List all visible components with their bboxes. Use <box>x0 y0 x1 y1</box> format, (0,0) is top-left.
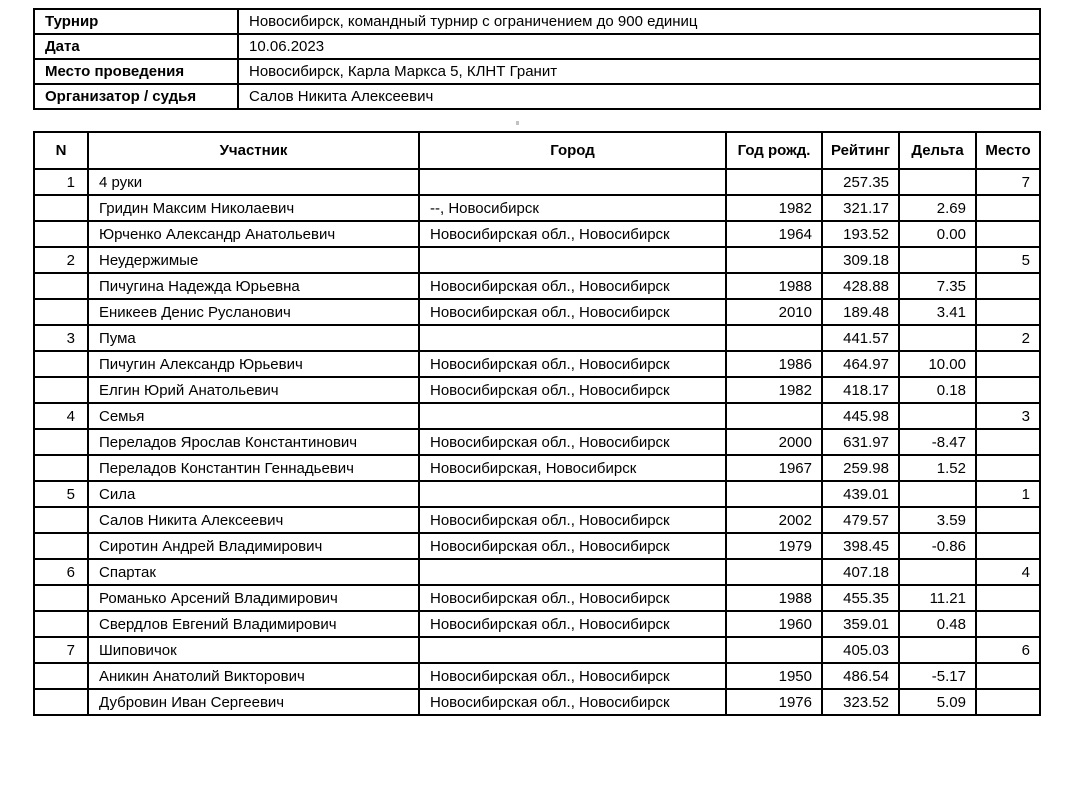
cell-delta <box>899 481 976 507</box>
cell-city: Новосибирская обл., Новосибирск <box>419 377 726 403</box>
cell-n <box>34 221 88 247</box>
cell-rating: 405.03 <box>822 637 899 663</box>
cell-delta <box>899 169 976 195</box>
cell-participant: Елгин Юрий Анатольевич <box>88 377 419 403</box>
cell-rating: 321.17 <box>822 195 899 221</box>
player-row <box>34 299 1040 325</box>
cell-rating: 464.97 <box>822 351 899 377</box>
cell-participant: Пума <box>88 325 419 351</box>
column-header-participant: Участник <box>88 132 419 169</box>
cell-n <box>34 507 88 533</box>
tournament-info-body <box>34 9 1040 109</box>
cell-delta: 11.21 <box>899 585 976 611</box>
cell-place: 1 <box>976 481 1040 507</box>
cell-place <box>976 533 1040 559</box>
cell-place <box>976 351 1040 377</box>
header-row <box>34 132 1040 169</box>
cell-delta: 0.48 <box>899 611 976 637</box>
info-value: Салов Никита Алексеевич <box>238 84 1040 109</box>
cell-city: Новосибирская, Новосибирск <box>419 455 726 481</box>
cell-city <box>419 637 726 663</box>
cell-rating: 259.98 <box>822 455 899 481</box>
cell-birth-year: 1986 <box>726 351 822 377</box>
team-row <box>34 403 1040 429</box>
cell-participant: Дубровин Иван Сергеевич <box>88 689 419 715</box>
results-table-head <box>34 132 1040 169</box>
cell-city: Новосибирская обл., Новосибирск <box>419 221 726 247</box>
info-label: Место проведения <box>34 59 238 84</box>
cell-birth-year: 1960 <box>726 611 822 637</box>
player-row <box>34 377 1040 403</box>
cell-n: 5 <box>34 481 88 507</box>
cell-birth-year <box>726 247 822 273</box>
cell-n: 6 <box>34 559 88 585</box>
cell-birth-year <box>726 403 822 429</box>
cell-birth-year: 1988 <box>726 585 822 611</box>
cell-participant: 4 руки <box>88 169 419 195</box>
cell-city: Новосибирская обл., Новосибирск <box>419 533 726 559</box>
cell-n: 2 <box>34 247 88 273</box>
cell-participant: Спартак <box>88 559 419 585</box>
cell-n <box>34 455 88 481</box>
cell-rating: 359.01 <box>822 611 899 637</box>
cell-birth-year: 1979 <box>726 533 822 559</box>
cell-rating: 445.98 <box>822 403 899 429</box>
cell-n <box>34 533 88 559</box>
cell-place <box>976 429 1040 455</box>
cell-city <box>419 481 726 507</box>
cell-delta: 0.00 <box>899 221 976 247</box>
info-value: Новосибирск, Карла Маркса 5, КЛНТ Гранит <box>238 59 1040 84</box>
cell-birth-year <box>726 637 822 663</box>
cell-birth-year: 2002 <box>726 507 822 533</box>
cell-n: 4 <box>34 403 88 429</box>
cell-place <box>976 663 1040 689</box>
cell-city: Новосибирская обл., Новосибирск <box>419 585 726 611</box>
column-header-n: N <box>34 132 88 169</box>
cell-participant: Аникин Анатолий Викторович <box>88 663 419 689</box>
cell-place <box>976 585 1040 611</box>
cell-delta <box>899 403 976 429</box>
player-row <box>34 533 1040 559</box>
cell-participant: Юрченко Александр Анатольевич <box>88 221 419 247</box>
info-label: Организатор / судья <box>34 84 238 109</box>
player-row <box>34 351 1040 377</box>
cell-place <box>976 507 1040 533</box>
player-row <box>34 195 1040 221</box>
cell-place <box>976 195 1040 221</box>
cell-place <box>976 273 1040 299</box>
cell-participant: Переладов Ярослав Константинович <box>88 429 419 455</box>
cell-delta: -5.17 <box>899 663 976 689</box>
cell-city <box>419 325 726 351</box>
info-row <box>34 59 1040 84</box>
cell-city: Новосибирская обл., Новосибирск <box>419 273 726 299</box>
cell-place <box>976 221 1040 247</box>
cell-delta: 2.69 <box>899 195 976 221</box>
column-header-place: Место <box>976 132 1040 169</box>
cell-participant: Неудержимые <box>88 247 419 273</box>
cell-city: Новосибирская обл., Новосибирск <box>419 611 726 637</box>
info-label: Турнир <box>34 9 238 34</box>
cell-participant: Салов Никита Алексеевич <box>88 507 419 533</box>
column-header-rating: Рейтинг <box>822 132 899 169</box>
player-row <box>34 611 1040 637</box>
cell-participant: Гридин Максим Николаевич <box>88 195 419 221</box>
info-row <box>34 84 1040 109</box>
cell-rating: 486.54 <box>822 663 899 689</box>
cell-city <box>419 403 726 429</box>
cell-place <box>976 299 1040 325</box>
cell-n: 1 <box>34 169 88 195</box>
cell-city: Новосибирская обл., Новосибирск <box>419 663 726 689</box>
cell-rating: 193.52 <box>822 221 899 247</box>
player-row <box>34 455 1040 481</box>
cell-place: 5 <box>976 247 1040 273</box>
cell-birth-year: 1982 <box>726 195 822 221</box>
cell-rating: 323.52 <box>822 689 899 715</box>
cell-birth-year: 1988 <box>726 273 822 299</box>
cell-birth-year: 1950 <box>726 663 822 689</box>
cell-rating: 439.01 <box>822 481 899 507</box>
cell-n <box>34 195 88 221</box>
cell-n <box>34 689 88 715</box>
cell-participant: Переладов Константин Геннадьевич <box>88 455 419 481</box>
cell-birth-year: 2000 <box>726 429 822 455</box>
cell-city <box>419 559 726 585</box>
cell-delta: 0.18 <box>899 377 976 403</box>
cell-birth-year <box>726 169 822 195</box>
cell-rating: 631.97 <box>822 429 899 455</box>
tournament-info-table <box>33 8 1041 110</box>
cell-birth-year <box>726 481 822 507</box>
player-row <box>34 221 1040 247</box>
cell-birth-year: 1967 <box>726 455 822 481</box>
cell-place: 2 <box>976 325 1040 351</box>
cell-n: 3 <box>34 325 88 351</box>
cell-place: 6 <box>976 637 1040 663</box>
cell-n <box>34 377 88 403</box>
cell-rating: 479.57 <box>822 507 899 533</box>
cell-rating: 189.48 <box>822 299 899 325</box>
cell-place <box>976 689 1040 715</box>
info-value: 10.06.2023 <box>238 34 1040 59</box>
cell-participant: Пичугина Надежда Юрьевна <box>88 273 419 299</box>
results-table-body <box>34 169 1040 715</box>
column-header-city: Город <box>419 132 726 169</box>
cell-participant: Еникеев Денис Русланович <box>88 299 419 325</box>
cell-rating: 418.17 <box>822 377 899 403</box>
cell-place: 4 <box>976 559 1040 585</box>
cell-city: Новосибирская обл., Новосибирск <box>419 299 726 325</box>
stray-print-artifact <box>516 121 519 125</box>
team-row <box>34 247 1040 273</box>
cell-place: 3 <box>976 403 1040 429</box>
cell-delta <box>899 559 976 585</box>
info-row <box>34 9 1040 34</box>
cell-city: Новосибирская обл., Новосибирск <box>419 507 726 533</box>
cell-city: Новосибирская обл., Новосибирск <box>419 429 726 455</box>
cell-participant: Сила <box>88 481 419 507</box>
player-row <box>34 689 1040 715</box>
cell-n <box>34 351 88 377</box>
cell-n <box>34 429 88 455</box>
cell-city <box>419 247 726 273</box>
cell-n <box>34 663 88 689</box>
cell-delta: 7.35 <box>899 273 976 299</box>
cell-delta <box>899 637 976 663</box>
cell-rating: 398.45 <box>822 533 899 559</box>
cell-participant: Сиротин Андрей Владимирович <box>88 533 419 559</box>
player-row <box>34 273 1040 299</box>
cell-participant: Семья <box>88 403 419 429</box>
cell-birth-year: 1976 <box>726 689 822 715</box>
cell-city <box>419 169 726 195</box>
cell-delta <box>899 247 976 273</box>
cell-n: 7 <box>34 637 88 663</box>
cell-delta <box>899 325 976 351</box>
player-row <box>34 429 1040 455</box>
cell-delta: 10.00 <box>899 351 976 377</box>
cell-birth-year: 1982 <box>726 377 822 403</box>
cell-place <box>976 455 1040 481</box>
cell-city: Новосибирская обл., Новосибирск <box>419 689 726 715</box>
cell-city: Новосибирская обл., Новосибирск <box>419 351 726 377</box>
cell-n <box>34 611 88 637</box>
cell-delta: 3.41 <box>899 299 976 325</box>
info-value: Новосибирск, командный турнир с ограничением до 900 единиц <box>238 9 1040 34</box>
cell-rating: 455.35 <box>822 585 899 611</box>
team-row <box>34 325 1040 351</box>
cell-birth-year <box>726 559 822 585</box>
cell-rating: 257.35 <box>822 169 899 195</box>
column-header-birth-year: Год рожд. <box>726 132 822 169</box>
cell-delta: -0.86 <box>899 533 976 559</box>
cell-participant: Свердлов Евгений Владимирович <box>88 611 419 637</box>
cell-rating: 441.57 <box>822 325 899 351</box>
cell-birth-year: 2010 <box>726 299 822 325</box>
cell-n <box>34 585 88 611</box>
team-row <box>34 169 1040 195</box>
cell-place <box>976 377 1040 403</box>
cell-rating: 407.18 <box>822 559 899 585</box>
cell-participant: Романько Арсений Владимирович <box>88 585 419 611</box>
cell-n <box>34 273 88 299</box>
cell-delta: 3.59 <box>899 507 976 533</box>
column-header-delta: Дельта <box>899 132 976 169</box>
cell-participant: Шиповичок <box>88 637 419 663</box>
cell-rating: 309.18 <box>822 247 899 273</box>
cell-place <box>976 611 1040 637</box>
results-table <box>33 131 1041 716</box>
info-label: Дата <box>34 34 238 59</box>
cell-birth-year <box>726 325 822 351</box>
info-row <box>34 34 1040 59</box>
team-row <box>34 637 1040 663</box>
team-row <box>34 481 1040 507</box>
team-row <box>34 559 1040 585</box>
player-row <box>34 663 1040 689</box>
cell-city: --, Новосибирск <box>419 195 726 221</box>
player-row <box>34 507 1040 533</box>
cell-delta: -8.47 <box>899 429 976 455</box>
cell-participant: Пичугин Александр Юрьевич <box>88 351 419 377</box>
player-row <box>34 585 1040 611</box>
cell-n <box>34 299 88 325</box>
cell-place: 7 <box>976 169 1040 195</box>
cell-birth-year: 1964 <box>726 221 822 247</box>
cell-delta: 1.52 <box>899 455 976 481</box>
cell-delta: 5.09 <box>899 689 976 715</box>
cell-rating: 428.88 <box>822 273 899 299</box>
